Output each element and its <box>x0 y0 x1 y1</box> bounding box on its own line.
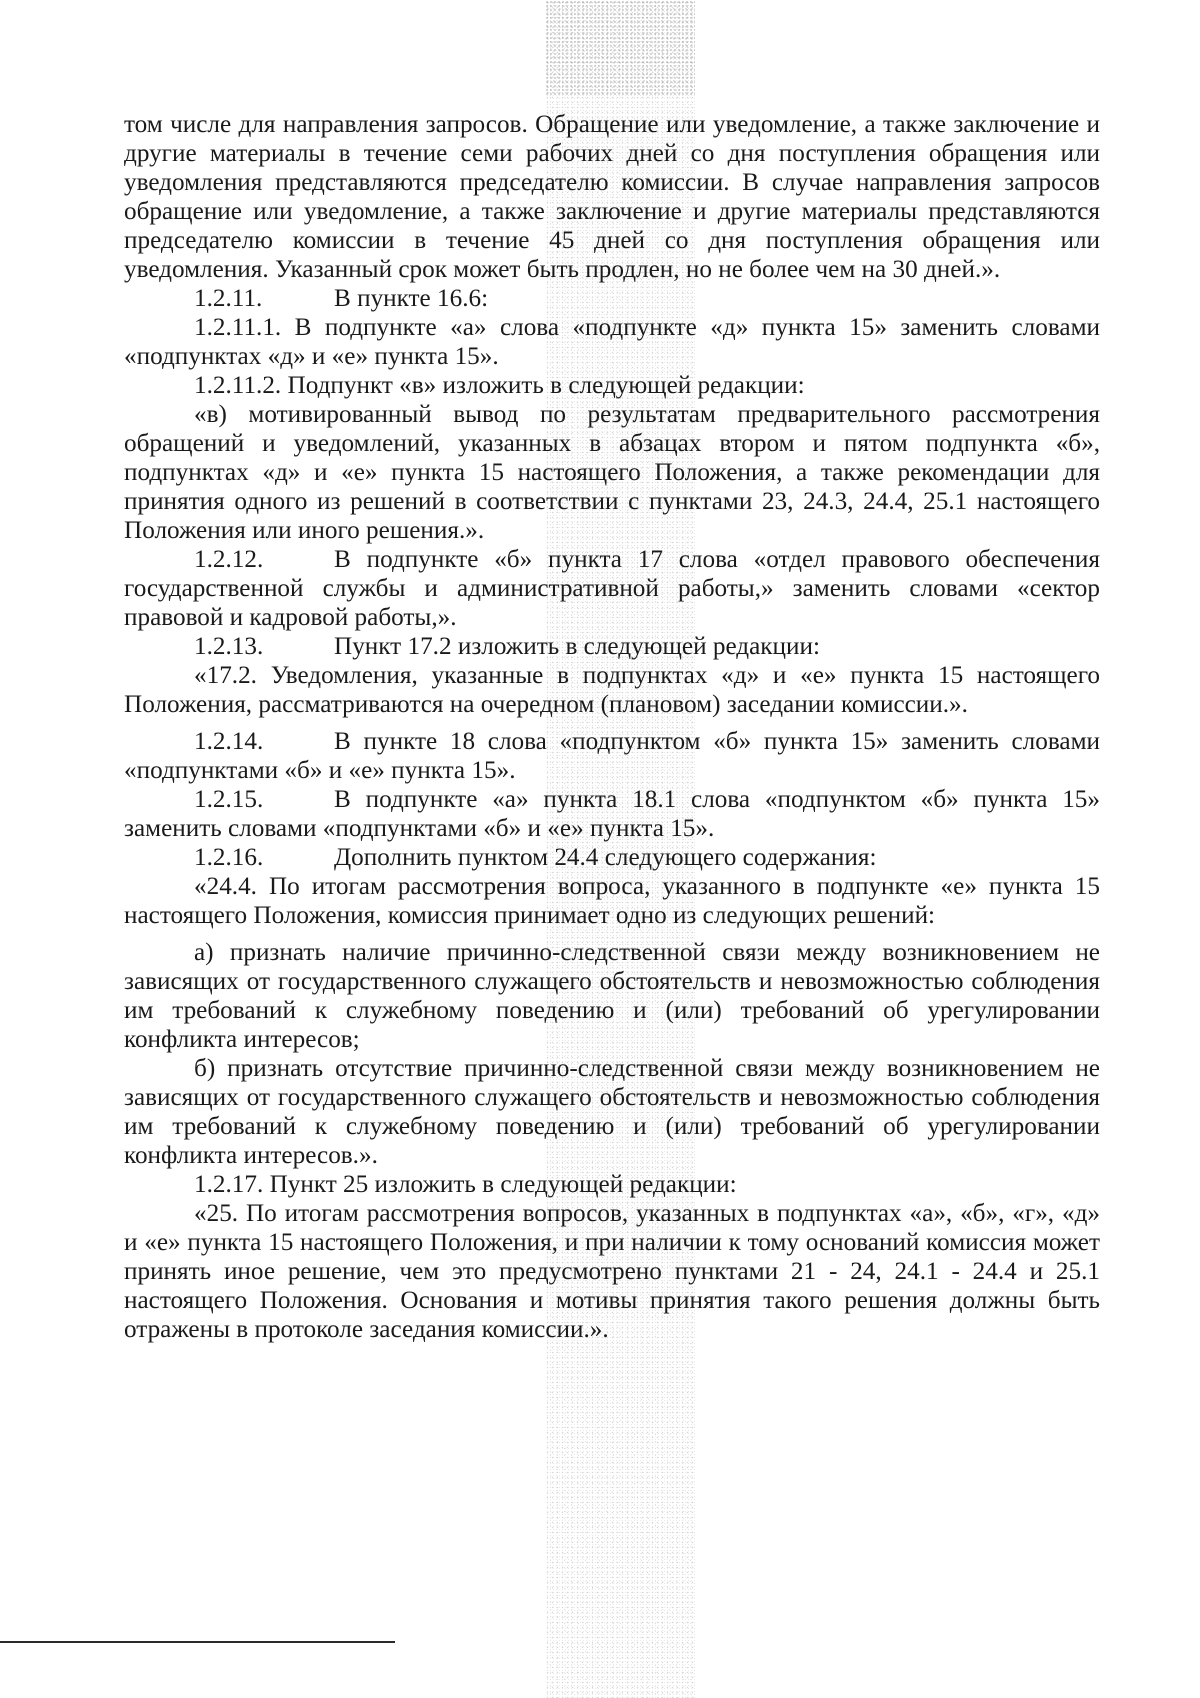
paragraph-quote-v: «в) мотивированный вывод по результатам предварительного рассмотрения обращений и уведомлений, указанных в абзацах втором и пятом подпункта «б», подпунктах «д» и «е» пункта 15 настоящего Положения, а также рекомендации для принятия одного из решений в соответствии с пунктами 23, 24.3, 24.4, 25.1 настоящего Положения или иного решения.». <box>124 401 1100 544</box>
paragraph-continuation: том числе для направления запросов. Обращение или уведомление, а также заключение и другие материалы в течение семи рабочих дней со дня поступления обращения или уведомления представляются председателю комиссии. В случае направления запросов обращение или уведомление, а также заключение и другие материалы представляются председателю комиссии в течение 45 дней со дня поступления обращения или уведомления. Указанный срок может быть продлен, но не более чем на 30 дней.». <box>124 111 1100 283</box>
paragraph-quote-17-2: «17.2. Уведомления, указанные в подпунктах «д» и «е» пункта 15 настоящего Положения, рассматриваются на очередном (плановом) заседании комиссии.». <box>124 662 1100 718</box>
clause-number: 1.2.14. <box>194 728 264 755</box>
paragraph-1-2-14 <box>124 727 1100 785</box>
clause-text: В подпункте «а» пункта 18.1 слова «подпунктом «б» пункта 15» заменить словами «подпунктами «б» и «е» пункта 15». <box>124 786 1100 842</box>
paragraph-1-2-11 <box>124 284 1100 313</box>
clause-number: 1.2.15. <box>194 786 264 813</box>
clause-text: В пункте 16.6: <box>334 285 489 312</box>
clause-number: 1.2.13. <box>194 633 264 660</box>
paragraph-gap <box>124 930 1100 938</box>
paragraph-1-2-13 <box>124 632 1100 661</box>
clause-text: В пункте 18 слова «подпунктом «б» пункта 15» заменить словами «подпунктами «б» и «е» пункта 15». <box>124 728 1100 784</box>
clause-text: Пункт 17.2 изложить в следующей редакции: <box>334 633 820 660</box>
clause-text: В подпункте «б» пункта 17 слова «отдел правового обеспечения государственной службы и административной работы,» заменить словами «сектор правовой и кадровой работы,». <box>124 546 1100 631</box>
clause-number: 1.2.11. <box>194 285 263 312</box>
footnote-separator-line <box>0 1641 395 1643</box>
paragraph-item-a: а) признать наличие причинно-следственной связи между возникновением не зависящих от государственного служащего обстоятельств и невозможностью соблюдения им требований к служебному поведению и (или) требований об урегулировании конфликта интересов; <box>124 939 1100 1053</box>
paragraph-1-2-11-2: 1.2.11.2. Подпункт «в» изложить в следующей редакции: <box>194 372 805 399</box>
paragraph-gap <box>124 719 1100 727</box>
paragraph-1-2-17: 1.2.17. Пункт 25 изложить в следующей редакции: <box>194 1171 737 1198</box>
paragraph-quote-25: «25. По итогам рассмотрения вопросов, указанных в подпунктах «а», «б», «г», «д» и «е» пункта 15 настоящего Положения, и при наличии к тому оснований комиссия может принять иное решение, чем это предусмотрено пунктами 21 - 24, 24.1 - 24.4 и 25.1 настоящего Положения. Основания и мотивы принятия такого решения должны быть отражены в протоколе заседания комиссии.». <box>124 1200 1100 1343</box>
paragraph-1-2-16 <box>124 843 1100 872</box>
document-body <box>124 110 1100 1344</box>
scan-noise-top <box>545 0 695 95</box>
paragraph-1-2-11-1: 1.2.11.1. В подпункте «а» слова «подпункте «д» пункта 15» заменить словами «подпунктах «д» и «е» пункта 15». <box>124 314 1100 370</box>
paragraph-quote-24-4: «24.4. По итогам рассмотрения вопроса, указанного в подпункте «е» пункта 15 настоящего Положения, комиссия принимает одно из следующих решений: <box>124 873 1100 929</box>
clause-number: 1.2.16. <box>194 844 264 871</box>
paragraph-1-2-12 <box>124 545 1100 632</box>
clause-text: Дополнить пунктом 24.4 следующего содержания: <box>334 844 877 871</box>
clause-number: 1.2.12. <box>194 546 264 573</box>
paragraph-1-2-15 <box>124 785 1100 843</box>
paragraph-item-b: б) признать отсутствие причинно-следственной связи между возникновением не зависящих от государственного служащего обстоятельств и невозможностью соблюдения им требований к служебному поведению и (или) требований об урегулировании конфликта интересов.». <box>124 1055 1100 1169</box>
